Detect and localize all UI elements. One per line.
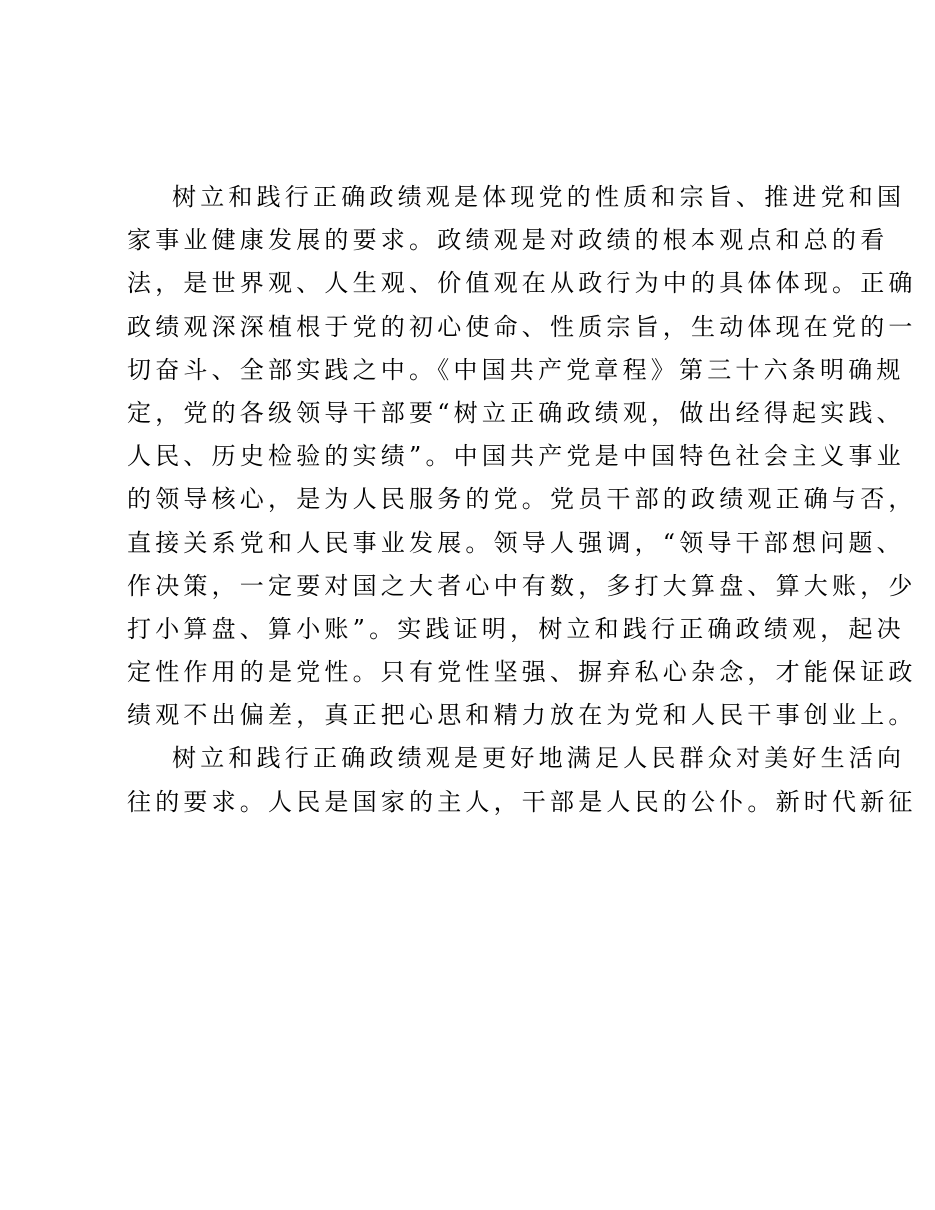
paragraph-line: 政绩观深深植根于党的初心使命、性质宗旨，生动体现在党的一 bbox=[127, 312, 917, 341]
paragraph-line: 法，是世界观、人生观、价值观在从政行为中的具体体现。正确 bbox=[127, 269, 917, 298]
paragraph-2 bbox=[127, 737, 917, 823]
paragraph-line: 家事业健康发展的要求。政绩观是对政绩的根本观点和总的看 bbox=[127, 226, 889, 255]
paragraph-line: 打小算盘、算小账”。实践证明，树立和践行正确政绩观，起决 bbox=[127, 614, 905, 643]
paragraph-line: 定，党的各级领导干部要“树立正确政绩观，做出经得起实践、 bbox=[127, 398, 905, 427]
paragraph-line: 绩观不出偏差，真正把心思和精力放在为党和人民干事创业上。 bbox=[127, 701, 917, 730]
paragraph-line: 直接关系党和人民事业发展。领导人强调，“领导干部想问题、 bbox=[127, 528, 905, 557]
body-text bbox=[127, 176, 917, 824]
paragraph-line: 作决策，一定要对国之大者心中有数，多打大算盘、算大账，少 bbox=[127, 571, 917, 600]
paragraph-1 bbox=[127, 176, 917, 737]
paragraph-line: 树立和践行正确政绩观是更好地满足人民群众对美好生活向 bbox=[172, 744, 906, 773]
paragraph-line: 切奋斗、全部实践之中。《中国共产党章程》第三十六条明确规 bbox=[127, 355, 905, 384]
paragraph-line: 的领导核心，是为人民服务的党。党员干部的政绩观正确与否， bbox=[127, 485, 917, 514]
paragraph-line: 树立和践行正确政绩观是体现党的性质和宗旨、推进党和国 bbox=[172, 183, 906, 211]
paragraph-line: 人民、历史检验的实绩”。中国共产党是中国特色社会主义事业 bbox=[127, 442, 905, 471]
paragraph-line: 定性作用的是党性。只有党性坚强、摒弃私心杂念，才能保证政 bbox=[127, 658, 917, 687]
paragraph-line: 往的要求。人民是国家的主人，干部是人民的公仆。新时代新征 bbox=[127, 787, 917, 816]
